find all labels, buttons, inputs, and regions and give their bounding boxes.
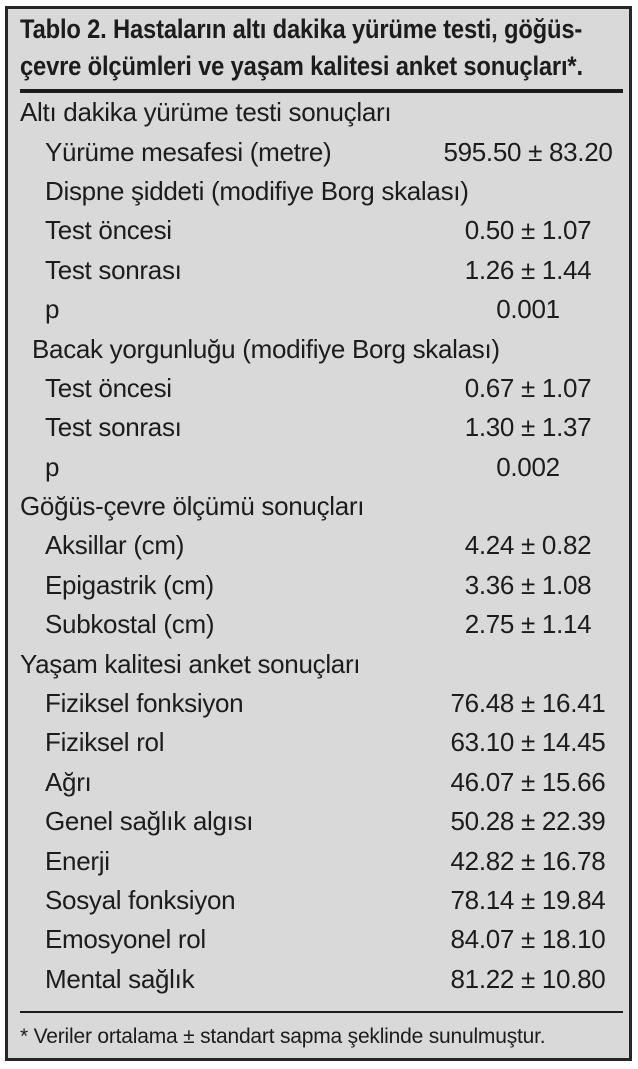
table-row (20, 566, 623, 605)
row-value: 84.07 ± 18.10 (450, 924, 606, 955)
row-value: 4.24 ± 0.82 (464, 530, 592, 561)
table-row (20, 408, 623, 447)
row-value: 1.26 ± 1.44 (464, 254, 592, 285)
row-value: 0.001 (496, 294, 560, 325)
row-label: Aksillar (cm) (45, 530, 185, 561)
row-label: Yaşam kalitesi anket sonuçları (20, 648, 361, 679)
table-row (20, 132, 623, 171)
table-row (20, 802, 623, 841)
row-label: Emosyonel rol (45, 924, 206, 955)
table-row (20, 526, 623, 565)
row-value: 81.22 ± 10.80 (450, 963, 606, 994)
row-value: 42.82 ± 16.78 (450, 845, 606, 876)
row-value: 1.30 ± 1.37 (464, 412, 592, 443)
row-value: 76.48 ± 16.41 (450, 688, 606, 719)
row-label: Genel sağlık algısı (45, 806, 254, 837)
row-label: Subkostal (cm) (45, 609, 215, 640)
row-value: 50.28 ± 22.39 (450, 806, 606, 837)
row-label: Epigastrik (cm) (45, 569, 214, 600)
row-value: 78.14 ± 19.84 (450, 885, 606, 915)
row-label: p (45, 451, 60, 482)
table-panel (5, 6, 632, 1061)
row-label: Ağrı (45, 766, 92, 797)
table-row (20, 723, 623, 762)
table-row (20, 211, 623, 250)
results-table (20, 93, 623, 999)
table-row (20, 763, 623, 802)
table-row (20, 920, 623, 959)
row-label: Test öncesi (45, 215, 172, 246)
row-label: Mental sağlık (45, 963, 195, 994)
table-row (20, 881, 623, 920)
table-row (20, 644, 623, 683)
table-row (20, 369, 623, 408)
row-label: Bacak yorgunluğu (modifiye Borg skalası) (32, 333, 500, 364)
row-value: 0.002 (496, 451, 560, 482)
row-label: Enerji (45, 845, 110, 876)
table-row (20, 487, 623, 526)
row-value: 0.67 ± 1.07 (464, 372, 592, 403)
table-row (20, 684, 623, 723)
table-row (20, 172, 623, 211)
row-label: Test sonrası (45, 412, 182, 443)
row-label: p (45, 294, 60, 325)
table-row (20, 93, 623, 132)
table-row (20, 329, 623, 368)
footnote-divider (20, 1011, 623, 1013)
row-label: Dispne şiddeti (modifiye Borg skalası) (45, 175, 469, 206)
row-value: 63.10 ± 14.45 (450, 727, 606, 758)
row-value: 595.50 ± 83.20 (443, 136, 613, 167)
row-label: Göğüs-çevre ölçümü sonuçları (20, 491, 365, 522)
table-row (20, 448, 623, 487)
row-value: 0.50 ± 1.07 (464, 215, 592, 246)
table-row (20, 960, 623, 999)
table-row (20, 290, 623, 329)
row-value: 3.36 ± 1.08 (464, 569, 592, 600)
table-title-line-1: Tablo 2. Hastaların altı dakika yürüme testi, göğüs- (20, 14, 583, 44)
table-row (20, 251, 623, 290)
table-row (20, 605, 623, 644)
table-title (20, 11, 623, 85)
row-label: Test sonrası (45, 254, 182, 285)
row-label: Altı dakika yürüme testi sonuçları (20, 97, 392, 128)
row-value: 2.75 ± 1.14 (464, 609, 592, 640)
row-label: Fiziksel fonksiyon (45, 688, 244, 719)
table-row (20, 841, 623, 880)
row-label: Fiziksel rol (45, 727, 165, 758)
row-label: Test öncesi (45, 372, 172, 403)
row-value: 46.07 ± 15.66 (450, 766, 606, 797)
table-title-line-2: çevre ölçümleri ve yaşam kalitesi anket sonuçları*. (20, 51, 583, 81)
row-label: Yürüme mesafesi (metre) (45, 136, 332, 167)
row-label: Sosyal fonksiyon (45, 885, 236, 915)
table-footnote: * Veriler ortalama ± standart sapma şeklinde sunulmuştur. (20, 1024, 546, 1048)
